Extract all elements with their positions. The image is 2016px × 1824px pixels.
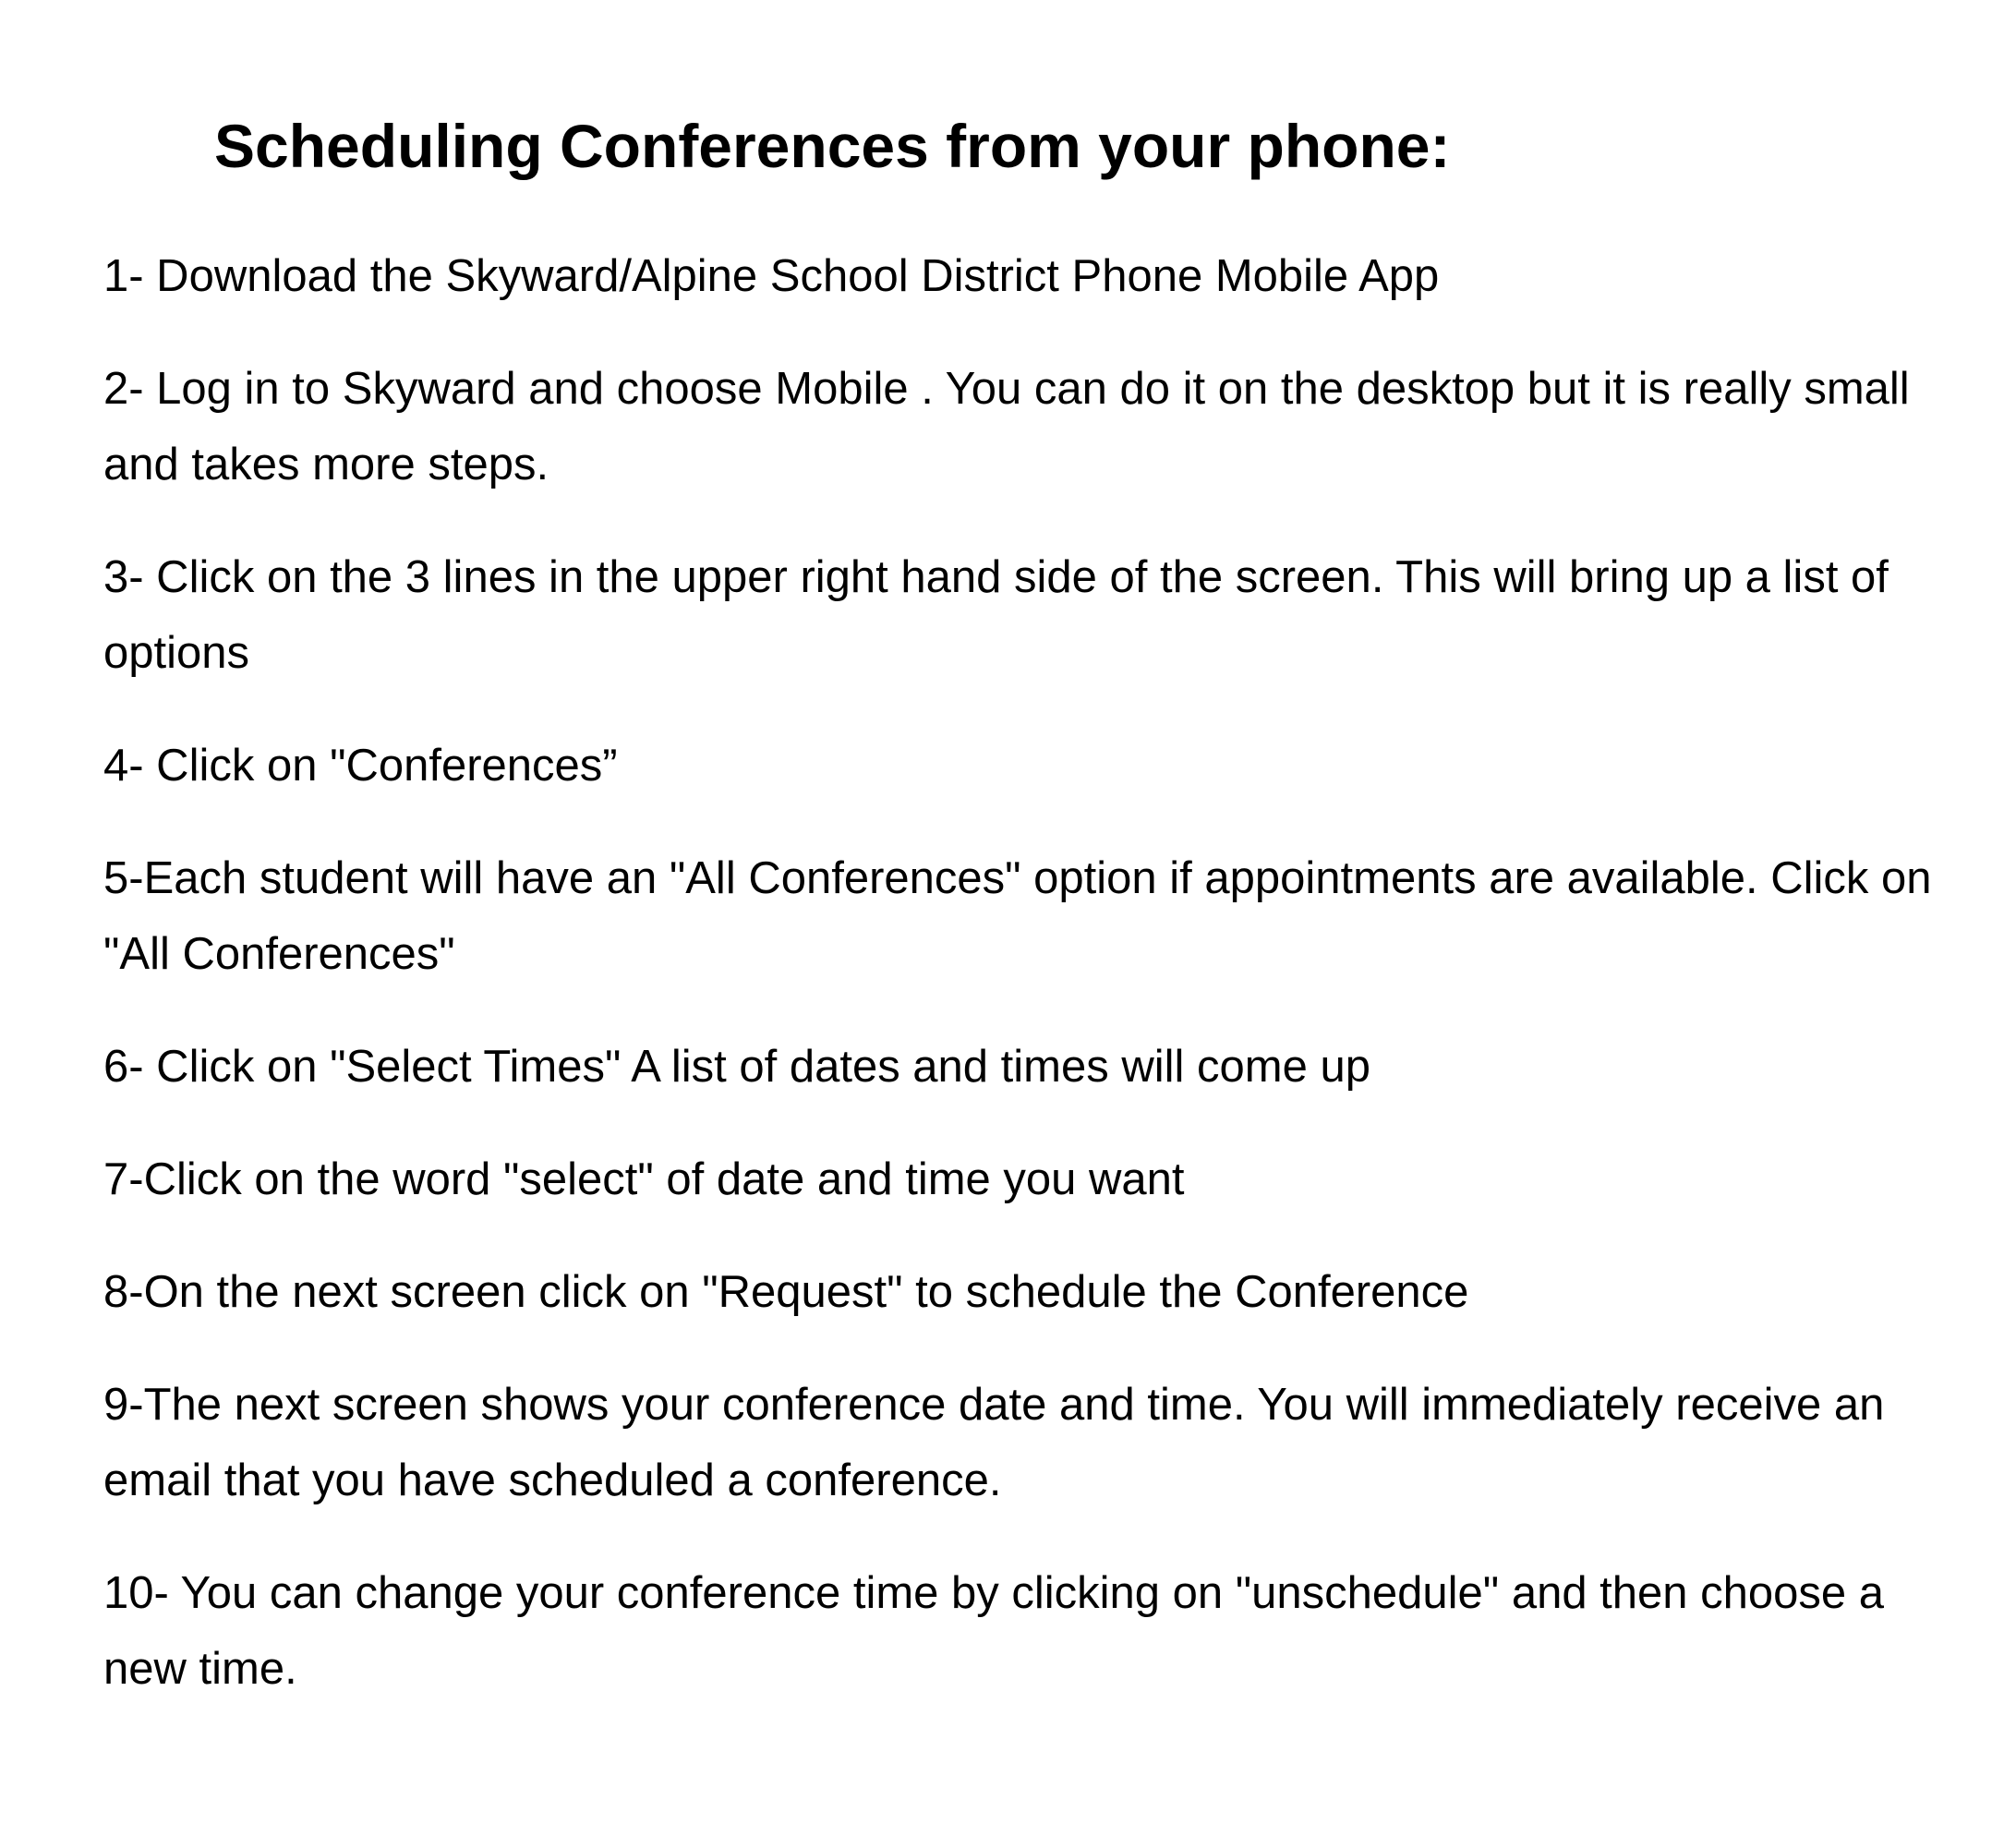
step-1: 1- Download the Skyward/Alpine School District Phone Mobile App <box>103 251 1440 301</box>
step-10: 10- You can change your conference time by clicking on "unschedule" and then choose a new time. <box>103 1568 1885 1694</box>
step-6: 6- Click on "Select Times" A list of dates and times will come up <box>103 1042 1370 1092</box>
step-8: 8-On the next screen click on "Request" to schedule the Conference <box>103 1267 1469 1317</box>
steps-list <box>103 238 1941 1744</box>
step-7: 7-Click on the word "select" of date and time you want <box>103 1154 1185 1204</box>
page-title: Scheduling Conferences from your phone: <box>214 112 1451 180</box>
step-4: 4- Click on "Conferences” <box>103 741 618 791</box>
step-5: 5-Each student will have an "All Conferences" option if appointments are available. Click on "All Conferences" <box>103 853 1932 979</box>
step-9: 9-The next screen shows your conference date and time. You will immediately receive an email that you have scheduled a conference. <box>103 1380 1885 1505</box>
step-2: 2- Log in to Skyward and choose Mobile . You can do it on the desktop but it is really small and takes more steps. <box>103 364 1910 489</box>
step-3: 3- Click on the 3 lines in the upper right hand side of the screen. This will bring up a list of options <box>103 552 1889 678</box>
